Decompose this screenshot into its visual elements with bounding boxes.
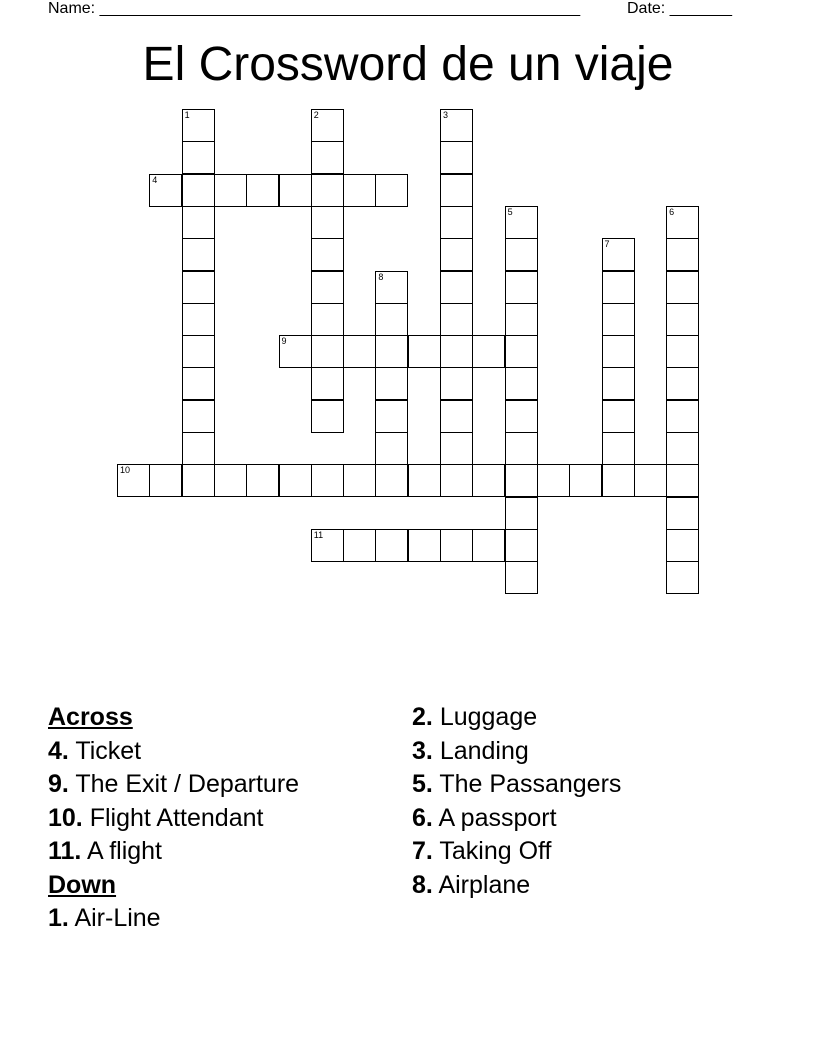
- grid-cell[interactable]: [666, 432, 699, 465]
- clue-down-7: [412, 835, 621, 869]
- grid-cell[interactable]: [375, 271, 408, 304]
- clue-number-label: 3: [443, 110, 449, 120]
- grid-cell[interactable]: [472, 529, 505, 562]
- grid-cell[interactable]: [666, 497, 699, 530]
- grid-cell[interactable]: [149, 464, 182, 497]
- clue-number-label: 11: [313, 529, 324, 540]
- clue-down-3: [412, 735, 621, 769]
- grid-cell[interactable]: [440, 400, 473, 433]
- grid-cell[interactable]: [311, 109, 344, 142]
- grid-cell[interactable]: [375, 174, 408, 207]
- clue-number: 5.: [412, 770, 433, 798]
- grid-cell[interactable]: [666, 400, 699, 433]
- grid-cell[interactable]: [666, 238, 699, 271]
- grid-cell[interactable]: [246, 464, 279, 497]
- grid-cell[interactable]: [375, 432, 408, 465]
- grid-cell[interactable]: [440, 464, 473, 497]
- grid-cell[interactable]: [602, 303, 635, 336]
- grid-cell[interactable]: [472, 464, 505, 497]
- grid-cell[interactable]: [375, 335, 408, 368]
- clue-number-label: 6: [669, 206, 675, 217]
- grid-cell[interactable]: [472, 335, 505, 368]
- clue-number-label: 8: [378, 271, 384, 282]
- clue-down-5: [412, 768, 621, 802]
- grid-cell[interactable]: [602, 367, 635, 400]
- grid-cell[interactable]: [569, 464, 602, 497]
- grid-cell[interactable]: [343, 464, 376, 497]
- clue-down-8: [412, 869, 621, 903]
- grid-cell[interactable]: [311, 367, 344, 400]
- grid-cell[interactable]: [666, 367, 699, 400]
- grid-cell[interactable]: [311, 335, 344, 368]
- grid-cell[interactable]: [311, 238, 344, 271]
- grid-cell[interactable]: [343, 529, 376, 562]
- clues-left-column: [48, 701, 299, 936]
- grid-cell[interactable]: [182, 271, 215, 304]
- grid-cell[interactable]: [634, 464, 667, 497]
- clue-text: Taking Off: [439, 837, 552, 865]
- date-field-label: Date: _______: [627, 0, 732, 17]
- grid-cell[interactable]: [311, 529, 344, 562]
- grid-cell[interactable]: [666, 271, 699, 304]
- clue-down-6: [412, 802, 621, 836]
- grid-cell[interactable]: [117, 464, 150, 497]
- grid-cell[interactable]: [182, 432, 215, 465]
- clue-across-11: [48, 835, 299, 869]
- grid-cell[interactable]: [505, 464, 538, 497]
- grid-cell[interactable]: [375, 529, 408, 562]
- clue-text: A flight: [86, 837, 163, 865]
- page-title: El Crossword de un viaje: [142, 38, 674, 91]
- grid-cell[interactable]: [440, 206, 473, 239]
- grid-cell[interactable]: [375, 367, 408, 400]
- grid-cell[interactable]: [440, 141, 473, 174]
- grid-cell[interactable]: [149, 174, 182, 207]
- clues-right-column: [412, 701, 621, 902]
- clue-number-label: 5: [507, 206, 513, 217]
- clue-across-9: [48, 768, 299, 802]
- clue-text: Flight Attendant: [89, 803, 264, 832]
- clue-number: 2.: [412, 703, 433, 731]
- clue-across-10: [48, 802, 299, 836]
- name-field-label: Name: ______________________________________________________: [48, 0, 581, 17]
- grid-cell[interactable]: [311, 464, 344, 497]
- clue-number: 8.: [412, 870, 433, 899]
- grid-cell[interactable]: [440, 271, 473, 304]
- grid-cell[interactable]: [311, 303, 344, 336]
- clue-text: A passport: [438, 803, 557, 832]
- grid-cell[interactable]: [182, 109, 215, 142]
- grid-cell[interactable]: [505, 238, 538, 271]
- grid-cell[interactable]: [505, 400, 538, 433]
- grid-cell[interactable]: [214, 464, 247, 497]
- grid-cell[interactable]: [505, 335, 538, 368]
- grid-cell[interactable]: [311, 400, 344, 433]
- grid-cell[interactable]: [666, 206, 699, 239]
- grid-cell[interactable]: [182, 335, 215, 368]
- clue-number-label: 1: [184, 110, 190, 120]
- clue-across-4: [48, 735, 299, 769]
- grid-cell[interactable]: [375, 400, 408, 433]
- clue-number: 11.: [48, 837, 82, 865]
- grid-cell[interactable]: [440, 335, 473, 368]
- grid-cell[interactable]: [505, 497, 538, 530]
- grid-cell[interactable]: [602, 432, 635, 465]
- grid-cell[interactable]: [182, 367, 215, 400]
- grid-cell[interactable]: [602, 335, 635, 368]
- grid-cell[interactable]: [182, 174, 215, 207]
- grid-cell[interactable]: [666, 529, 699, 562]
- grid-cell[interactable]: [182, 303, 215, 336]
- grid-cell[interactable]: [505, 271, 538, 304]
- clue-number: 9.: [48, 770, 69, 798]
- clue-text: Ticket: [75, 736, 142, 765]
- clue-number: 1.: [48, 904, 69, 932]
- clue-number: 3.: [412, 736, 433, 765]
- grid-cell[interactable]: [440, 238, 473, 271]
- clue-text: Airplane: [438, 870, 531, 899]
- clue-text: Landing: [439, 736, 529, 765]
- grid-cell[interactable]: [602, 271, 635, 304]
- grid-cell[interactable]: [214, 174, 247, 207]
- grid-cell[interactable]: [343, 174, 376, 207]
- grid-cell[interactable]: [311, 141, 344, 174]
- grid-cell[interactable]: [440, 109, 473, 142]
- clue-down-1: [48, 902, 299, 936]
- grid-cell[interactable]: [182, 464, 215, 497]
- grid-cell[interactable]: [440, 174, 473, 207]
- clue-text: Luggage: [439, 703, 538, 731]
- grid-cell[interactable]: [666, 335, 699, 368]
- clue-number-label: 2: [313, 110, 319, 120]
- down-heading: Down: [48, 870, 117, 899]
- clue-number-label: 10: [120, 465, 131, 476]
- clue-number: 7.: [412, 837, 433, 865]
- grid-cell[interactable]: [602, 238, 635, 271]
- grid-cell[interactable]: [311, 206, 344, 239]
- grid-cell[interactable]: [440, 529, 473, 562]
- grid-cell[interactable]: [375, 464, 408, 497]
- grid-cell[interactable]: [602, 400, 635, 433]
- grid-cell[interactable]: [505, 432, 538, 465]
- grid-cell[interactable]: [182, 141, 215, 174]
- grid-cell[interactable]: [666, 464, 699, 497]
- grid-cell[interactable]: [537, 464, 570, 497]
- grid-cell[interactable]: [505, 206, 538, 239]
- grid-cell[interactable]: [279, 335, 312, 368]
- grid-cell[interactable]: [408, 335, 441, 368]
- grid-cell[interactable]: [311, 271, 344, 304]
- grid-cell[interactable]: [279, 464, 312, 497]
- grid-cell[interactable]: [666, 303, 699, 336]
- clue-number: 4.: [48, 736, 69, 765]
- grid-cell[interactable]: [279, 174, 312, 207]
- clue-number-label: 4: [152, 174, 158, 185]
- grid-cell[interactable]: [440, 367, 473, 400]
- grid-cell[interactable]: [182, 206, 215, 239]
- clue-text: Air-Line: [74, 904, 161, 932]
- grid-cell[interactable]: [182, 238, 215, 271]
- clue-number: 10.: [48, 803, 83, 832]
- grid-cell[interactable]: [375, 303, 408, 336]
- grid-cell[interactable]: [505, 367, 538, 400]
- clue-text: The Exit / Departure: [75, 770, 300, 798]
- grid-cell[interactable]: [440, 432, 473, 465]
- grid-cell[interactable]: [408, 464, 441, 497]
- grid-cell[interactable]: [440, 303, 473, 336]
- clue-text: The Passangers: [439, 770, 622, 798]
- grid-cell[interactable]: [602, 464, 635, 497]
- clue-number-label: 7: [604, 239, 610, 250]
- grid-cell[interactable]: [505, 303, 538, 336]
- grid-cell[interactable]: [311, 174, 344, 207]
- grid-cell[interactable]: [505, 561, 538, 594]
- grid-cell[interactable]: [182, 400, 215, 433]
- grid-cell[interactable]: [666, 561, 699, 594]
- clue-number-label: 9: [281, 336, 287, 347]
- grid-cell[interactable]: [408, 529, 441, 562]
- clue-number: 6.: [412, 803, 433, 832]
- clue-down-2: [412, 701, 621, 735]
- grid-cell[interactable]: [505, 529, 538, 562]
- grid-cell[interactable]: [246, 174, 279, 207]
- across-heading: Across: [48, 703, 133, 731]
- grid-cell[interactable]: [343, 335, 376, 368]
